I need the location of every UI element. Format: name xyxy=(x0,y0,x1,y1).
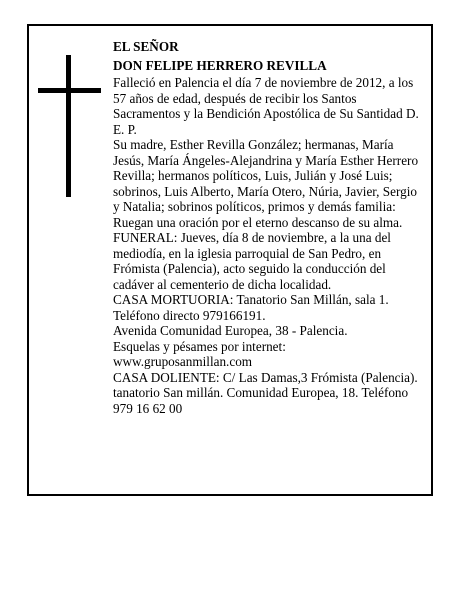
death-announcement-paragraph: Falleció en Palencia el día 7 de noviembre de 2012, a los 57 años de edad, después de recibir los Santos Sacramentos y la Bendición Apostólica de Su Santidad D. E. P. xyxy=(113,75,419,137)
obituary-title: EL SEÑOR xyxy=(113,39,179,54)
address-paragraph: Avenida Comunidad Europea, 38 - Palencia. xyxy=(113,323,348,338)
funeral-home-paragraph: CASA MORTUORIA: Tanatorio San Millán, sala 1. Teléfono directo 979166191. xyxy=(113,292,389,323)
cross-horizontal-bar xyxy=(38,88,101,93)
prayer-request-paragraph: Ruegan una oración por el eterno descanso de su alma. xyxy=(113,214,403,230)
cross-icon xyxy=(38,55,101,197)
deceased-name: DON FELIPE HERRERO REVILLA xyxy=(113,57,327,73)
obituary-text xyxy=(113,38,425,416)
funeral-paragraph: FUNERAL: Jueves, día 8 de noviembre, a la una del mediodía, en la iglesia parroquial de San Pedro, en Frómista (Palencia), acto seguido la conducción del cadáver al cementerio de dicha localidad. xyxy=(113,230,391,292)
internet-condolences-paragraph: Esquelas y pésames por internet: www.gruposanmillan.com xyxy=(113,338,286,369)
tanatorio-contact-paragraph: tanatorio San millán. Comunidad Europea, 18. Teléfono 979 16 62 00 xyxy=(113,385,409,416)
mourning-home-paragraph: CASA DOLIENTE: C/ Las Damas,3 Frómista (Palencia). xyxy=(113,369,418,385)
family-paragraph: Su madre, Esther Revilla González; hermanas, María Jesús, María Ángeles-Alejandrina y María Esther Herrero Revilla; hermanos políticos, Luis, Julián y José Luis; sobrinos, Luis Alberto, María Otero, Núria, Javier, Sergio y Natalia; sobrinos políticos, primos y demás familia: xyxy=(113,137,419,214)
cross-vertical-bar xyxy=(66,55,71,197)
